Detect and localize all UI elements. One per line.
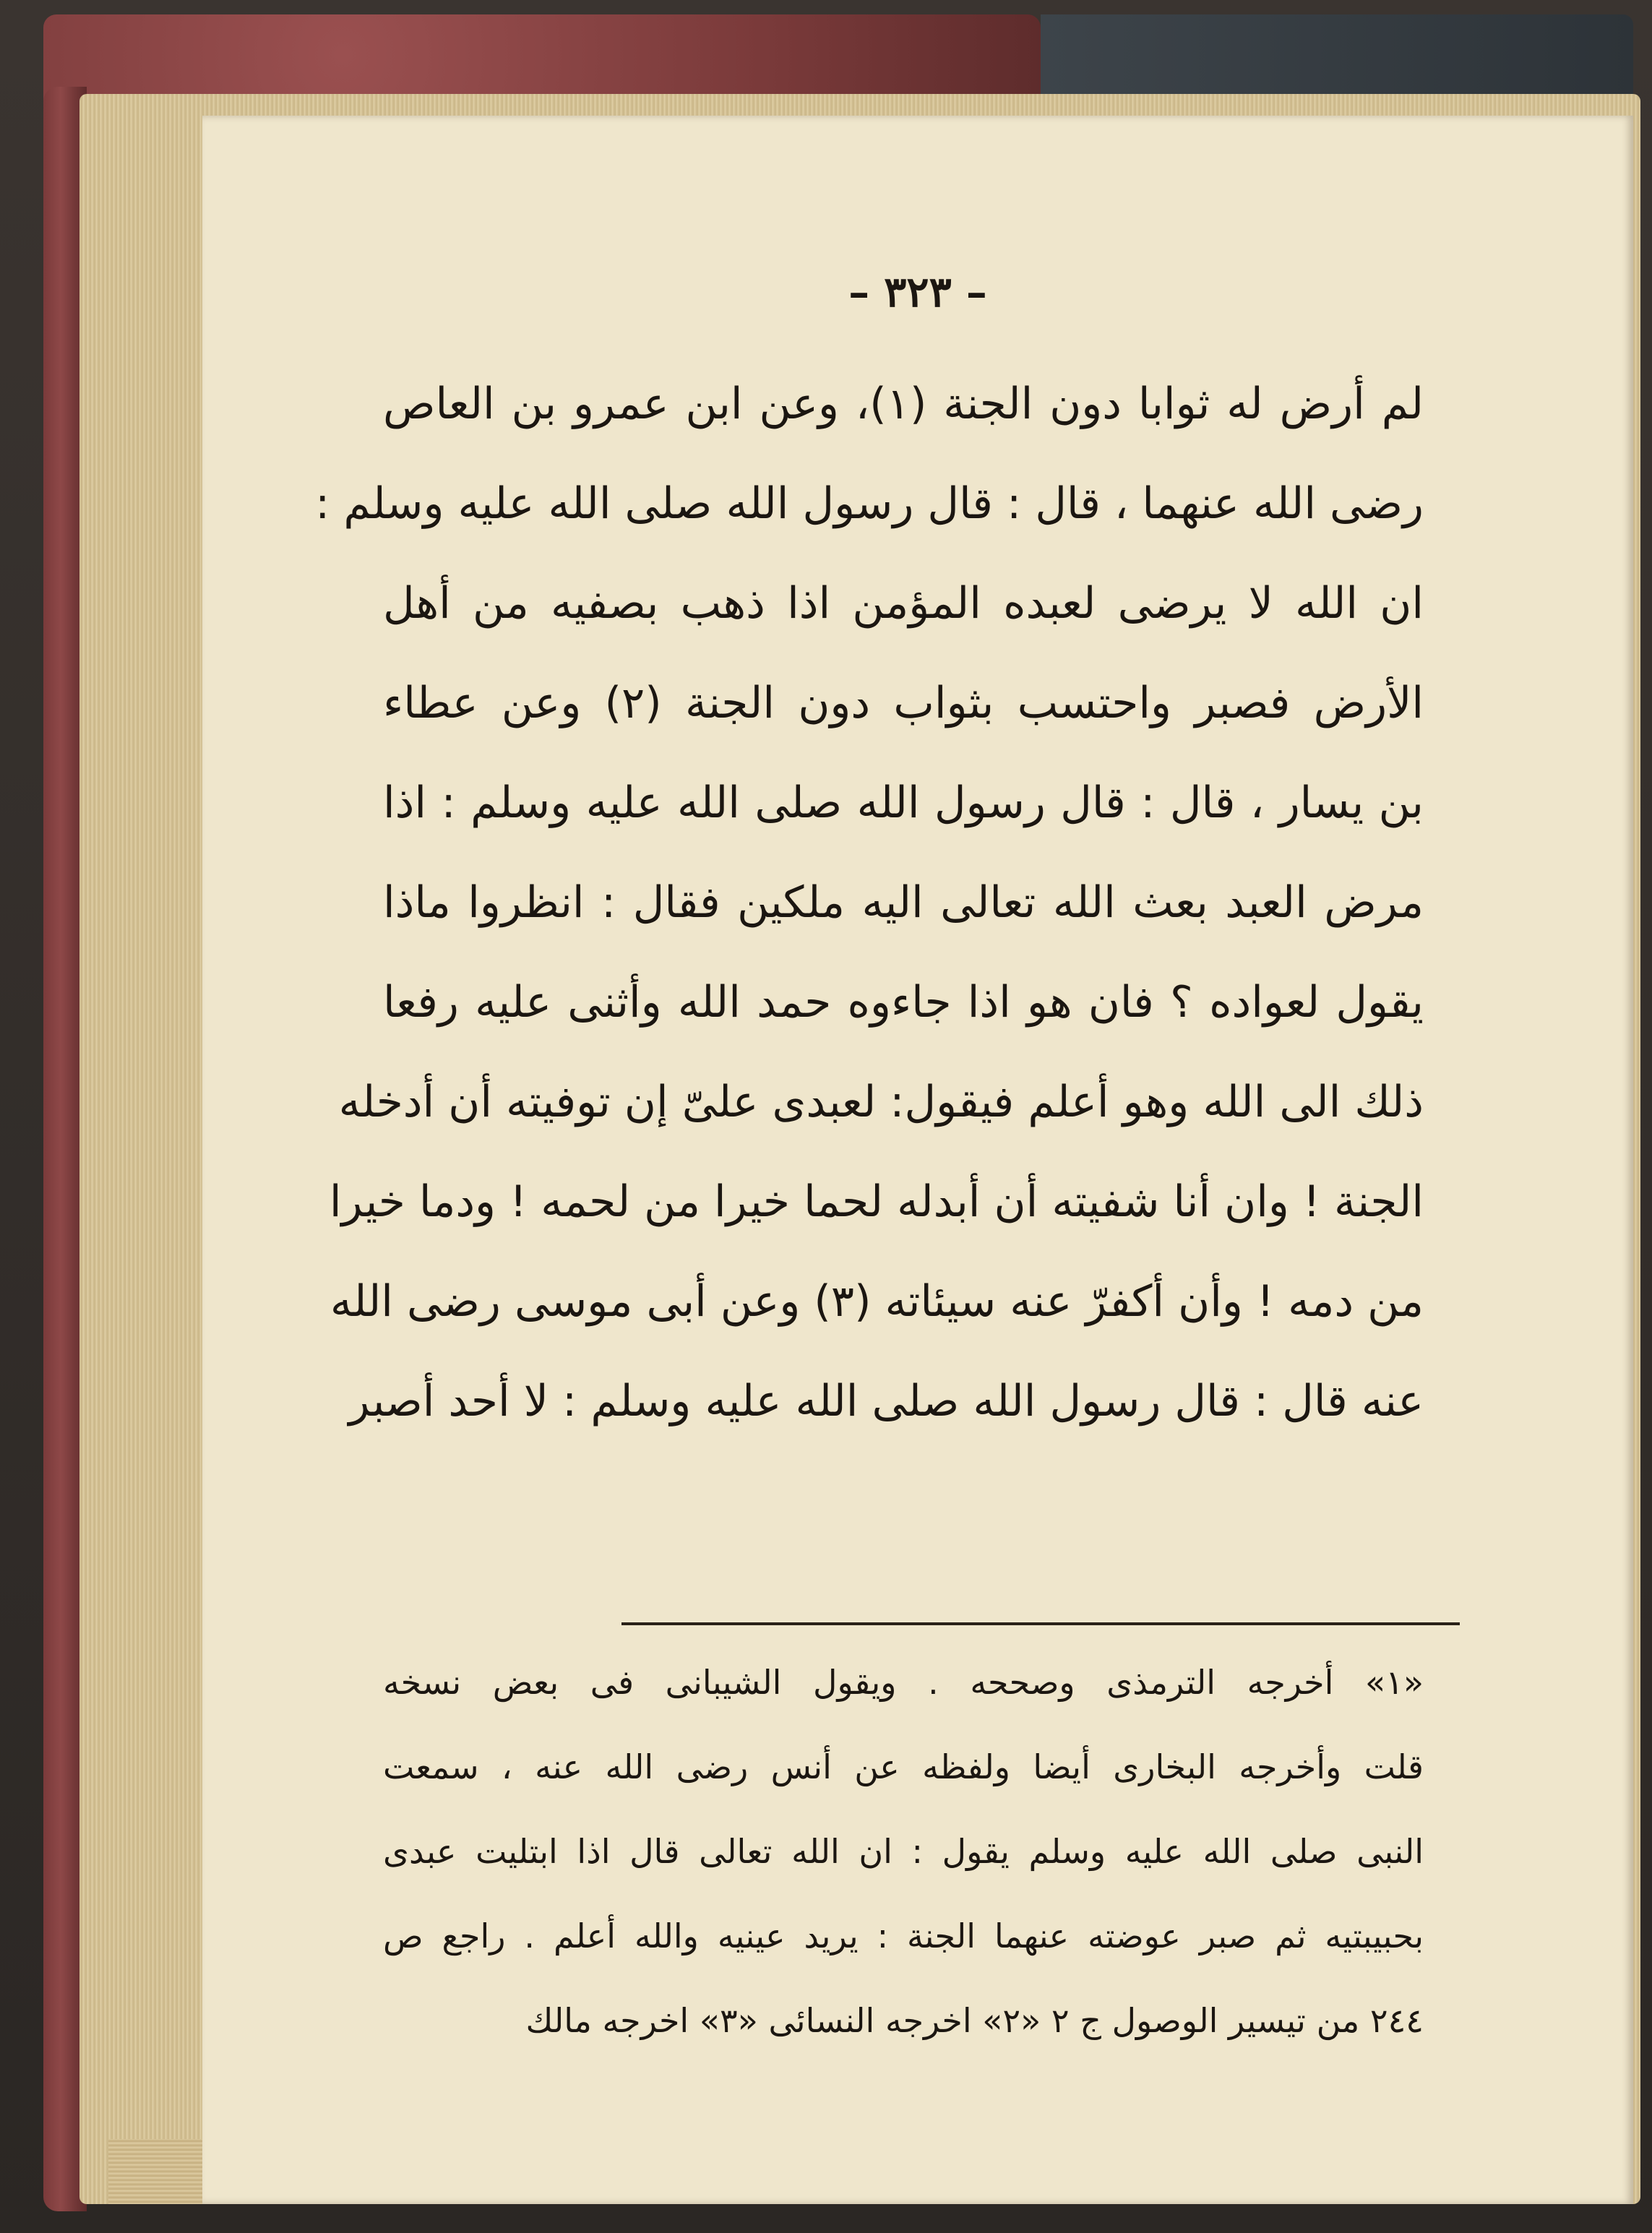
footnote-divider bbox=[621, 1622, 1460, 1625]
page-number: – ٣٢٣ – bbox=[848, 267, 987, 317]
footnote-line: ٢٤٤ من تيسير الوصول ج ٢ «٢» اخرجه النسائى «٣» اخرجه مالك bbox=[525, 2001, 1424, 2040]
text-line: ان الله لا يرضى لعبده المؤمن اذا ذهب بصفيه من أهل bbox=[383, 578, 1424, 629]
text-line: ذلك الى الله وهو أعلم فيقول: لعبدى علىّ إن توفيته أن أدخله bbox=[338, 1077, 1424, 1127]
text-line: من دمه ! وأن أكفرّ عنه سيئاته (٣) وعن أبى موسى رضى الله bbox=[330, 1276, 1424, 1327]
book-page bbox=[202, 116, 1633, 2204]
footnote-line: النبى صلى الله عليه وسلم يقول : ان الله تعالى قال اذا ابتليت عبدى bbox=[383, 1832, 1424, 1871]
text-line: الجنة ! وان أنا شفيته أن أبدله لحما خيرا من لحمه ! ودما خيرا bbox=[329, 1176, 1424, 1227]
text-line: يقول لعواده ؟ فان هو اذا جاءوه حمد الله وأثنى عليه رفعا bbox=[383, 977, 1424, 1028]
text-line: بن يسار ، قال : قال رسول الله صلى الله عليه وسلم : اذا bbox=[383, 778, 1424, 828]
footnote-line: قلت وأخرجه البخارى أيضا ولفظه عن أنس رضى الله عنه ، سمعت bbox=[383, 1747, 1424, 1786]
text-line: رضى الله عنهما ، قال : قال رسول الله صلى الله عليه وسلم : bbox=[315, 478, 1424, 529]
text-line: عنه قال : قال رسول الله صلى الله عليه وسلم : لا أحد أصبر bbox=[348, 1376, 1424, 1427]
footnote-line: بحبيبتيه ثم صبر عوضته عنهما الجنة : يريد عينيه والله أعلم . راجع ص bbox=[383, 1916, 1424, 1956]
footnote-line: «١» أخرجه الترمذى وصححه . ويقول الشيبانى فى بعض نسخه bbox=[383, 1663, 1424, 1702]
footnotes bbox=[383, 1640, 1424, 2063]
main-text bbox=[315, 354, 1424, 1451]
text-line: مرض العبد بعث الله تعالى اليه ملكين فقال : انظروا ماذا bbox=[383, 877, 1424, 928]
text-line: الأرض فصبر واحتسب بثواب دون الجنة (٢) وعن عطاء bbox=[383, 678, 1424, 728]
text-line: لم أرض له ثوابا دون الجنة (١)، وعن ابن عمرو بن العاص bbox=[383, 379, 1424, 429]
